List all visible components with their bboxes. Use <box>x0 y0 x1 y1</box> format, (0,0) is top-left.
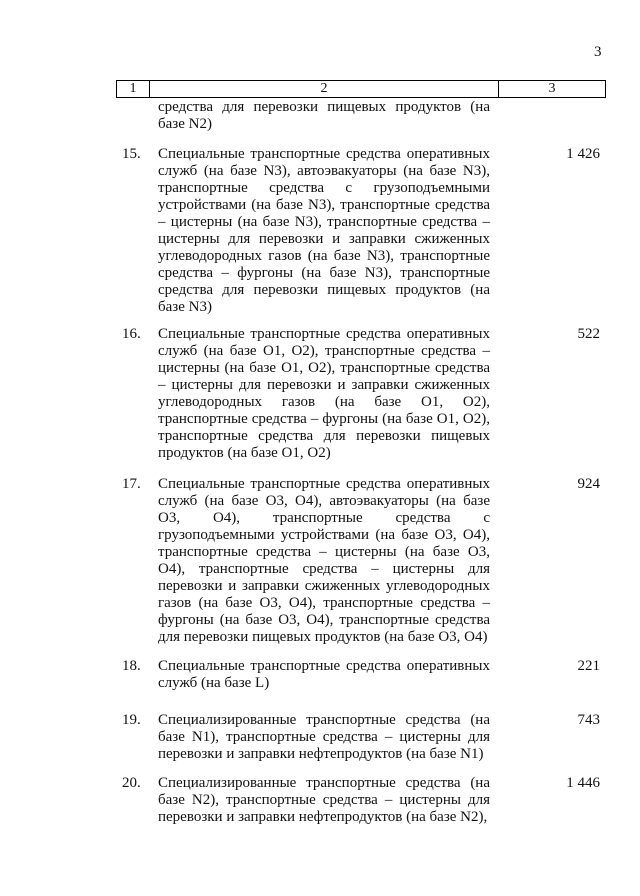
column-header-table <box>116 80 606 98</box>
item-description: Специальные транспортные средства оперативных служб (на базе L) <box>158 658 490 691</box>
page-number: 3 <box>594 44 602 60</box>
column-header-1: 1 <box>117 81 150 98</box>
item-description: Специальные транспортные средства оперативных служб (на базе N3), автоэвакуаторы (на базе N3), транспортные средства с грузоподъемными устройствами (на базе N3), транспортные средства – цистерны (на базе N3), транспортные средства – цистерны для перевозки и заправки сжиженных углеводородных газов (на базе N3), транспортные средства – фургоны (на базе N3), транспортные средства для перевозки пищевых продуктов (на базе N3) <box>158 146 490 315</box>
item-number: 15. <box>122 146 141 162</box>
continuation-text: средства для перевозки пищевых продуктов (на базе N2) <box>158 99 490 132</box>
column-header-2: 2 <box>150 81 499 98</box>
item-number: 18. <box>122 658 141 674</box>
item-value: 522 <box>577 326 600 342</box>
item-value: 924 <box>577 476 600 492</box>
item-description: Специализированные транспортные средства (на базе N1), транспортные средства – цистерны для перевозки и заправки нефтепродуктов (на базе N1) <box>158 712 490 762</box>
item-description: Специализированные транспортные средства (на базе N2), транспортные средства – цистерны для перевозки и заправки нефтепродуктов (на базе N2), <box>158 775 490 825</box>
item-number: 16. <box>122 326 141 342</box>
item-value: 1 426 <box>566 146 600 162</box>
column-header-3: 3 <box>499 81 606 98</box>
item-description: Специальные транспортные средства оперативных служб (на базе O1, O2), транспортные средства – цистерны (на базе O1, O2), транспортные средства – цистерны для перевозки и заправки сжиженных углеводородных газов (на базе O1, O2), транспортные средства – фургоны (на базе O1, O2), транспортные средства для перевозки пищевых продуктов (на базе O1, O2) <box>158 326 490 461</box>
item-value: 743 <box>577 712 600 728</box>
item-value: 221 <box>577 658 600 674</box>
item-description: Специальные транспортные средства оперативных служб (на базе O3, O4), автоэвакуаторы (на базе O3, O4), транспортные средства с грузоподъемными устройствами (на базе O3, O4), транспортные средства – цистерны (на базе O3, O4), транспортные средства – цистерны для перевозки и заправки сжиженных углеводородных газов (на базе O3, O4), транспортные средства – фургоны (на базе O3, O4), транспортные средства для перевозки пищевых продуктов (на базе O3, O4) <box>158 476 490 645</box>
item-number: 19. <box>122 712 141 728</box>
item-value: 1 446 <box>566 775 600 791</box>
item-number: 20. <box>122 775 141 791</box>
item-number: 17. <box>122 476 141 492</box>
